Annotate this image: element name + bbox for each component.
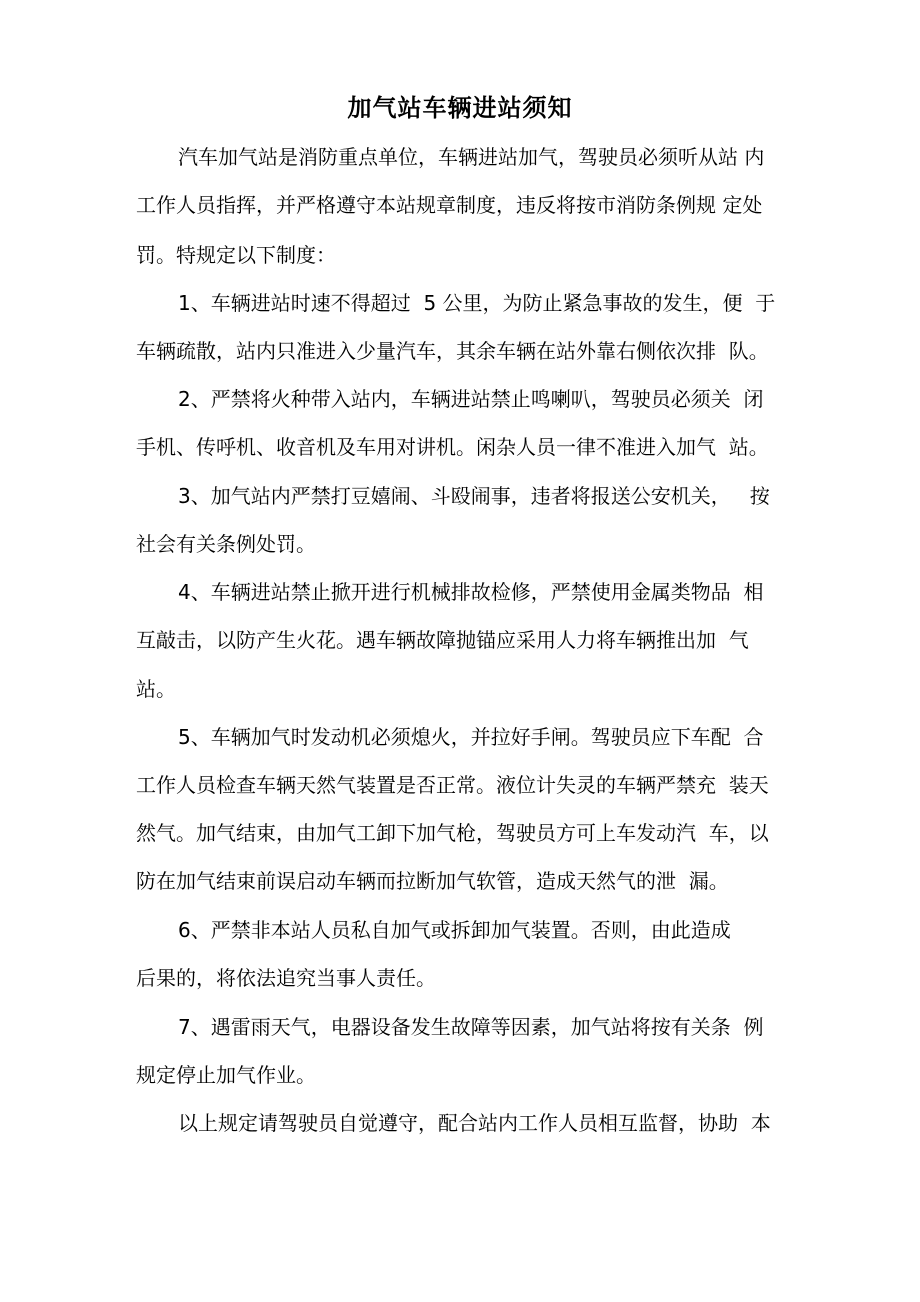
rule-4-line-3: 站。 — [136, 677, 176, 701]
rule-5-line-2: 工作人员检查车辆天然气装置是否正常。液位计失灵的车辆严禁充 装天 — [136, 773, 769, 797]
rule-6-line-1: 6、严禁非本站人员私自加气或拆卸加气装置。否则，由此造成 — [178, 918, 731, 942]
rule-1-line-2: 车辆疏散，站内只准进入少量汽车，其余车辆在站外靠右侧依次排 队。 — [136, 339, 769, 363]
rule-7-line-1: 7、遇雷雨天气，电器设备发生故障等因素，加气站将按有关条 例 — [178, 1015, 764, 1039]
rule-5-line-1: 5、车辆加气时发动机必须熄火，并拉好手闸。驾驶员应下车配 合 — [178, 725, 764, 749]
intro-line-3: 罚。特规定以下制度： — [136, 243, 336, 267]
rule-3-line-1: 3、加气站内严禁打豆嬉闹、斗殴闹事，违者将报送公安机关， 按 — [178, 484, 770, 508]
rule-5-line-4: 防在加气结束前误启动车辆而拉断加气软管，造成天然气的泄 漏。 — [136, 869, 729, 893]
rule-4-line-1: 4、车辆进站禁止掀开进行机械排故检修，严禁使用金属类物品 相 — [178, 580, 764, 604]
rule-6-line-2: 后果的，将依法追究当事人责任。 — [136, 966, 436, 990]
intro-line-1: 汽车加气站是消防重点单位，车辆进站加气，驾驶员必须听从站 内 — [178, 145, 765, 169]
intro-line-2: 工作人员指挥，并严格遵守本站规章制度，违反将按市消防条例规 定处 — [136, 193, 763, 217]
rule-5-line-3: 然气。加气结束，由加气工卸下加气枪，驾驶员方可上车发动汽 车，以 — [136, 821, 769, 845]
rule-7-line-2: 规定停止加气作业。 — [136, 1063, 316, 1087]
rule-1-line-1: 1、车辆进站时速不得超过 5 公里，为防止紧急事故的发生，便 于 — [178, 291, 776, 315]
page-title: 加气站车辆进站须知 — [347, 94, 573, 122]
rule-2-line-2: 手机、传呼机、收音机及车用对讲机。闲杂人员一律不准进入加气 站。 — [136, 435, 769, 459]
rule-2-line-1: 2、严禁将火种带入站内，车辆进站禁止鸣喇叭，驾驶员必须关 闭 — [178, 387, 764, 411]
rule-4-line-2: 互敲击，以防产生火花。遇车辆故障抛锚应采用人力将车辆推出加 气 — [136, 628, 749, 652]
closing-line-1: 以上规定请驾驶员自觉遵守，配合站内工作人员相互监督，协助 本 — [178, 1111, 771, 1135]
rule-3-line-2: 社会有关条例处罚。 — [136, 532, 316, 556]
